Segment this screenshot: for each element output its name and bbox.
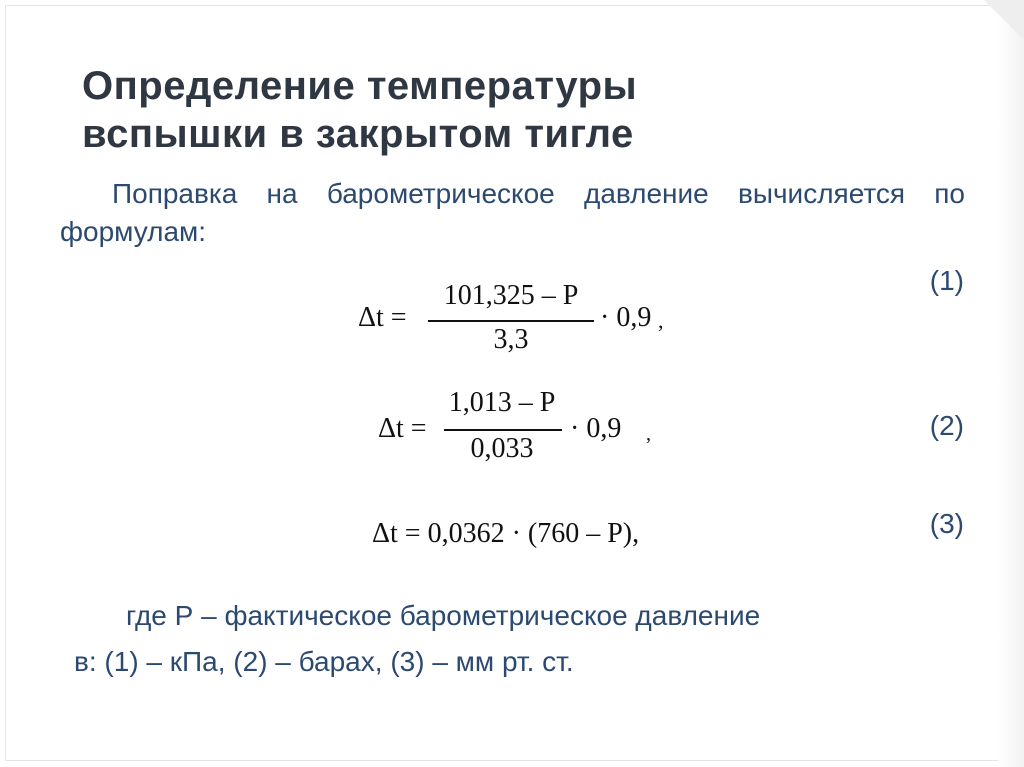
- slide-title: Определение температуры вспышки в закрытом тигле: [82, 64, 638, 156]
- formula-2-numerator: 1,013 – P: [448, 387, 556, 418]
- formula-1-lhs: Δt =: [358, 302, 407, 333]
- formula-1-factor: · 0,9: [600, 302, 652, 333]
- formula-1-fraction-bar: [428, 320, 594, 322]
- formula-2: [378, 385, 678, 475]
- formula-2-comma: ,: [646, 423, 651, 445]
- page-curl-corner: [984, 0, 1024, 40]
- formula-2-fraction-bar: [444, 429, 562, 431]
- page-curl-shadow: [998, 0, 1024, 767]
- formula-2-denominator: 0,033: [470, 433, 534, 464]
- note-line-1: где Р – фактическое барометрическое давление: [126, 600, 761, 631]
- formula-1-denominator: 3,3: [493, 324, 529, 355]
- note-text: [74, 593, 964, 685]
- intro-text: Поправка на барометрическое давление вычисляется по формулам:: [60, 178, 965, 247]
- formula-1: [358, 280, 678, 360]
- formula-2-lhs: Δt =: [378, 413, 427, 444]
- equation-number-2: (2): [929, 410, 964, 441]
- formula-3-expression: Δt = 0,0362 · (760 – P),: [372, 518, 640, 549]
- equation-number-3: (3): [929, 508, 964, 539]
- formula-2-factor: · 0,9: [570, 413, 622, 444]
- note-line-2: в: (1) – кПа, (2) – барах, (3) – мм рт. ст.: [74, 646, 574, 677]
- formula-1-numerator: 101,325 – P: [443, 280, 579, 311]
- equation-number-1: (1): [929, 265, 964, 296]
- formula-1-comma: ,: [658, 308, 664, 333]
- formula-3: [372, 518, 672, 558]
